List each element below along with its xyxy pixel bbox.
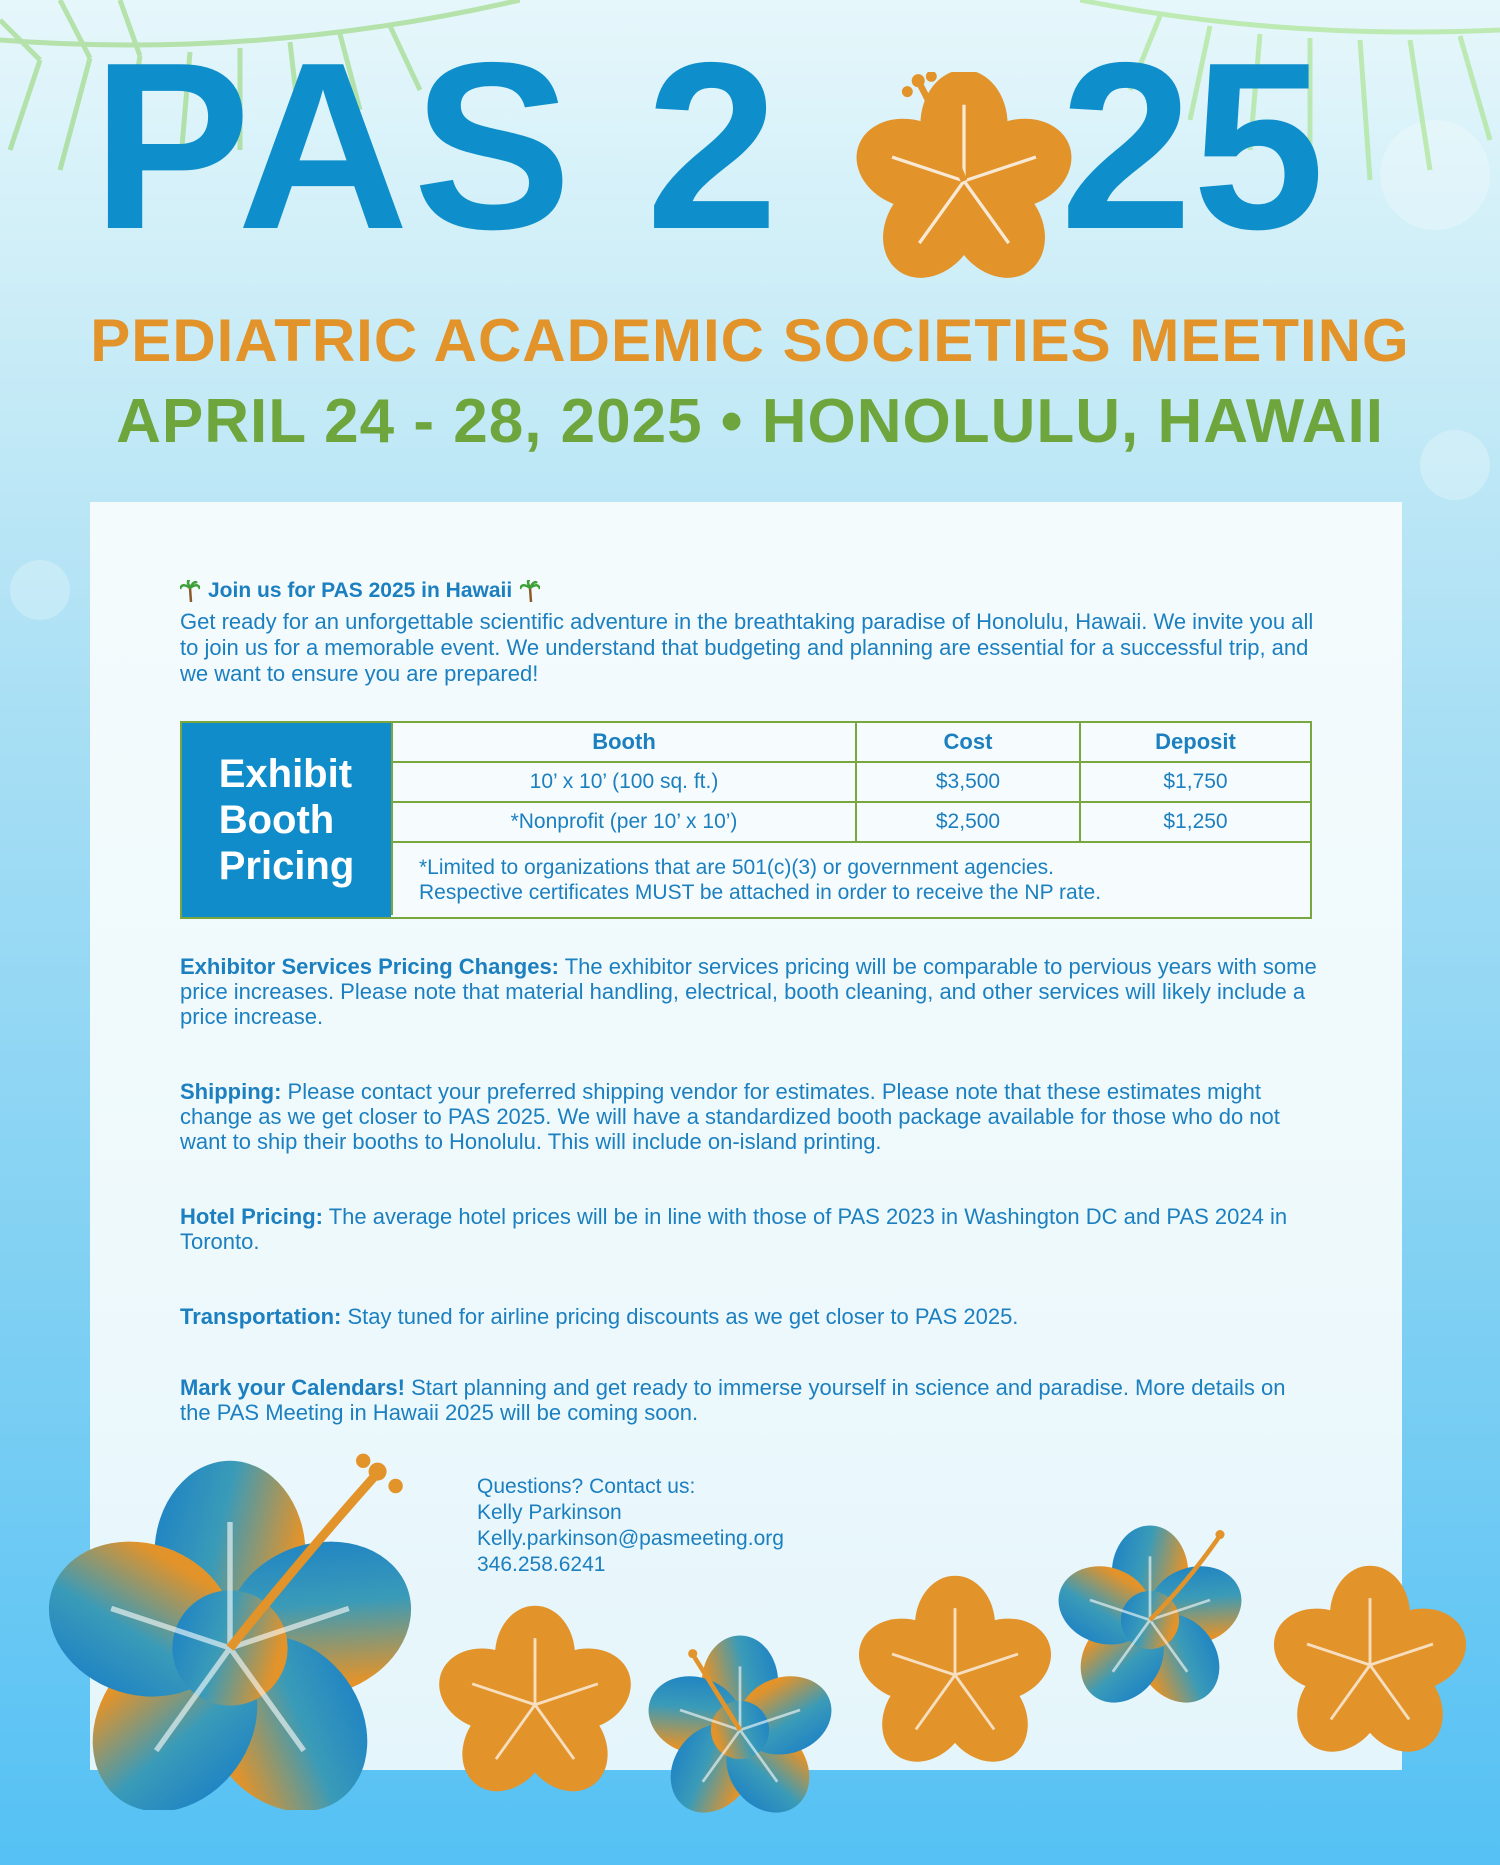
section-title: Exhibitor Services Pricing Changes: — [180, 954, 560, 979]
event-subtitle: PEDIATRIC ACADEMIC SOCIETIES MEETING — [90, 307, 1410, 374]
table-cell: 10’ x 10’ (100 sq. ft.) — [391, 763, 855, 801]
hibiscus-icon — [30, 1450, 430, 1810]
pricing-footnote-line: *Limited to organizations that are 501(c)(3) or government agencies. — [419, 856, 1055, 879]
pricing-label — [182, 723, 391, 917]
pricing-label-line: Exhibit — [218, 752, 353, 796]
section-body: Start planning and get ready to immerse yourself in science and paradise. More details on the PAS Meeting in Hawaii 2025 will be coming soon. — [180, 1375, 1286, 1425]
section-title: Transportation: — [180, 1304, 342, 1329]
contact-phone[interactable]: 346.258.6241 — [477, 1553, 606, 1576]
table-header-row — [391, 723, 1310, 763]
section-body: Stay tuned for airline pricing discounts as we get closer to PAS 2025. — [341, 1304, 1019, 1329]
intro-heading — [180, 578, 1320, 604]
contact-name: Kelly Parkinson — [477, 1501, 622, 1524]
event-header — [0, 0, 1500, 480]
intro-heading-text: Join us for PAS 2025 in Hawaii — [208, 579, 513, 602]
section-mark-calendars — [180, 1375, 1320, 1425]
pricing-footnote-line: Respective certificates MUST be attached in order to receive the NP rate. — [419, 881, 1102, 904]
bokeh-decoration — [10, 560, 70, 620]
table-cell: *Nonprofit (per 10’ x 10’) — [391, 803, 855, 841]
table-row — [391, 803, 1310, 843]
hibiscus-icon — [850, 1570, 1060, 1780]
hibiscus-icon — [855, 72, 1073, 290]
intro-body: Get ready for an unforgettable scientific adventure in the breathtaking paradise of Honolulu, Hawaii. We invite you all to join us for a memorable event. We understand that budgeting and planning are essential for a successful trip, and we want to ensure you are prepared! — [180, 609, 1314, 686]
contact-heading: Questions? Contact us: — [477, 1475, 696, 1498]
section-body: The average hotel prices will be in line with those of PAS 2023 in Washington DC and PAS 2024 in Toronto. — [180, 1204, 1288, 1254]
hibiscus-icon — [430, 1600, 640, 1800]
pricing-label-line: Pricing — [218, 844, 355, 888]
hibiscus-icon — [640, 1630, 840, 1830]
palm-tree-icon — [180, 580, 200, 602]
section-exhibitor-services — [180, 954, 1320, 1029]
event-title-year-end: 25 — [1060, 14, 1325, 279]
table-row — [391, 763, 1310, 803]
section-hotel-pricing — [180, 1204, 1320, 1254]
column-header: Cost — [855, 723, 1079, 761]
section-body: Please contact your preferred shipping vendor for estimates. Please note that these estimates might change as we get closer to PAS 2025. We will have a standardized booth package available for those who do not want to ship their booths to Honolulu. This will include on-island printing. — [180, 1079, 1280, 1154]
event-title: PAS 2 — [92, 14, 783, 279]
table-cell: $1,750 — [1079, 763, 1310, 801]
hibiscus-icon — [1265, 1560, 1475, 1770]
table-cell: $3,500 — [855, 763, 1079, 801]
section-shipping — [180, 1079, 1320, 1154]
contact-block — [477, 1474, 784, 1578]
section-body: The exhibitor services pricing will be comparable to pervious years with some price increases. Please note that material handling, electrical, booth cleaning, and other services will likely include a price increase. — [180, 954, 1317, 1029]
contact-email[interactable]: Kelly.parkinson@pasmeeting.org — [477, 1527, 784, 1550]
event-date-location: APRIL 24 - 28, 2025 • HONOLULU, HAWAII — [116, 387, 1384, 456]
section-title: Hotel Pricing: — [180, 1204, 324, 1229]
table-cell: $2,500 — [855, 803, 1079, 841]
intro-block — [180, 578, 1320, 687]
section-transportation — [180, 1304, 1320, 1329]
hibiscus-icon — [1050, 1520, 1250, 1720]
column-header: Booth — [391, 723, 855, 761]
booth-pricing-table — [180, 721, 1312, 919]
column-header: Deposit — [1079, 723, 1310, 761]
pricing-label-line: Booth — [218, 798, 335, 842]
pricing-footnote — [391, 843, 1310, 915]
table-cell: $1,250 — [1079, 803, 1310, 841]
palm-tree-icon — [520, 580, 540, 602]
section-title: Shipping: — [180, 1079, 282, 1104]
pricing-grid — [391, 723, 1310, 915]
section-title: Mark your Calendars! — [180, 1375, 405, 1400]
